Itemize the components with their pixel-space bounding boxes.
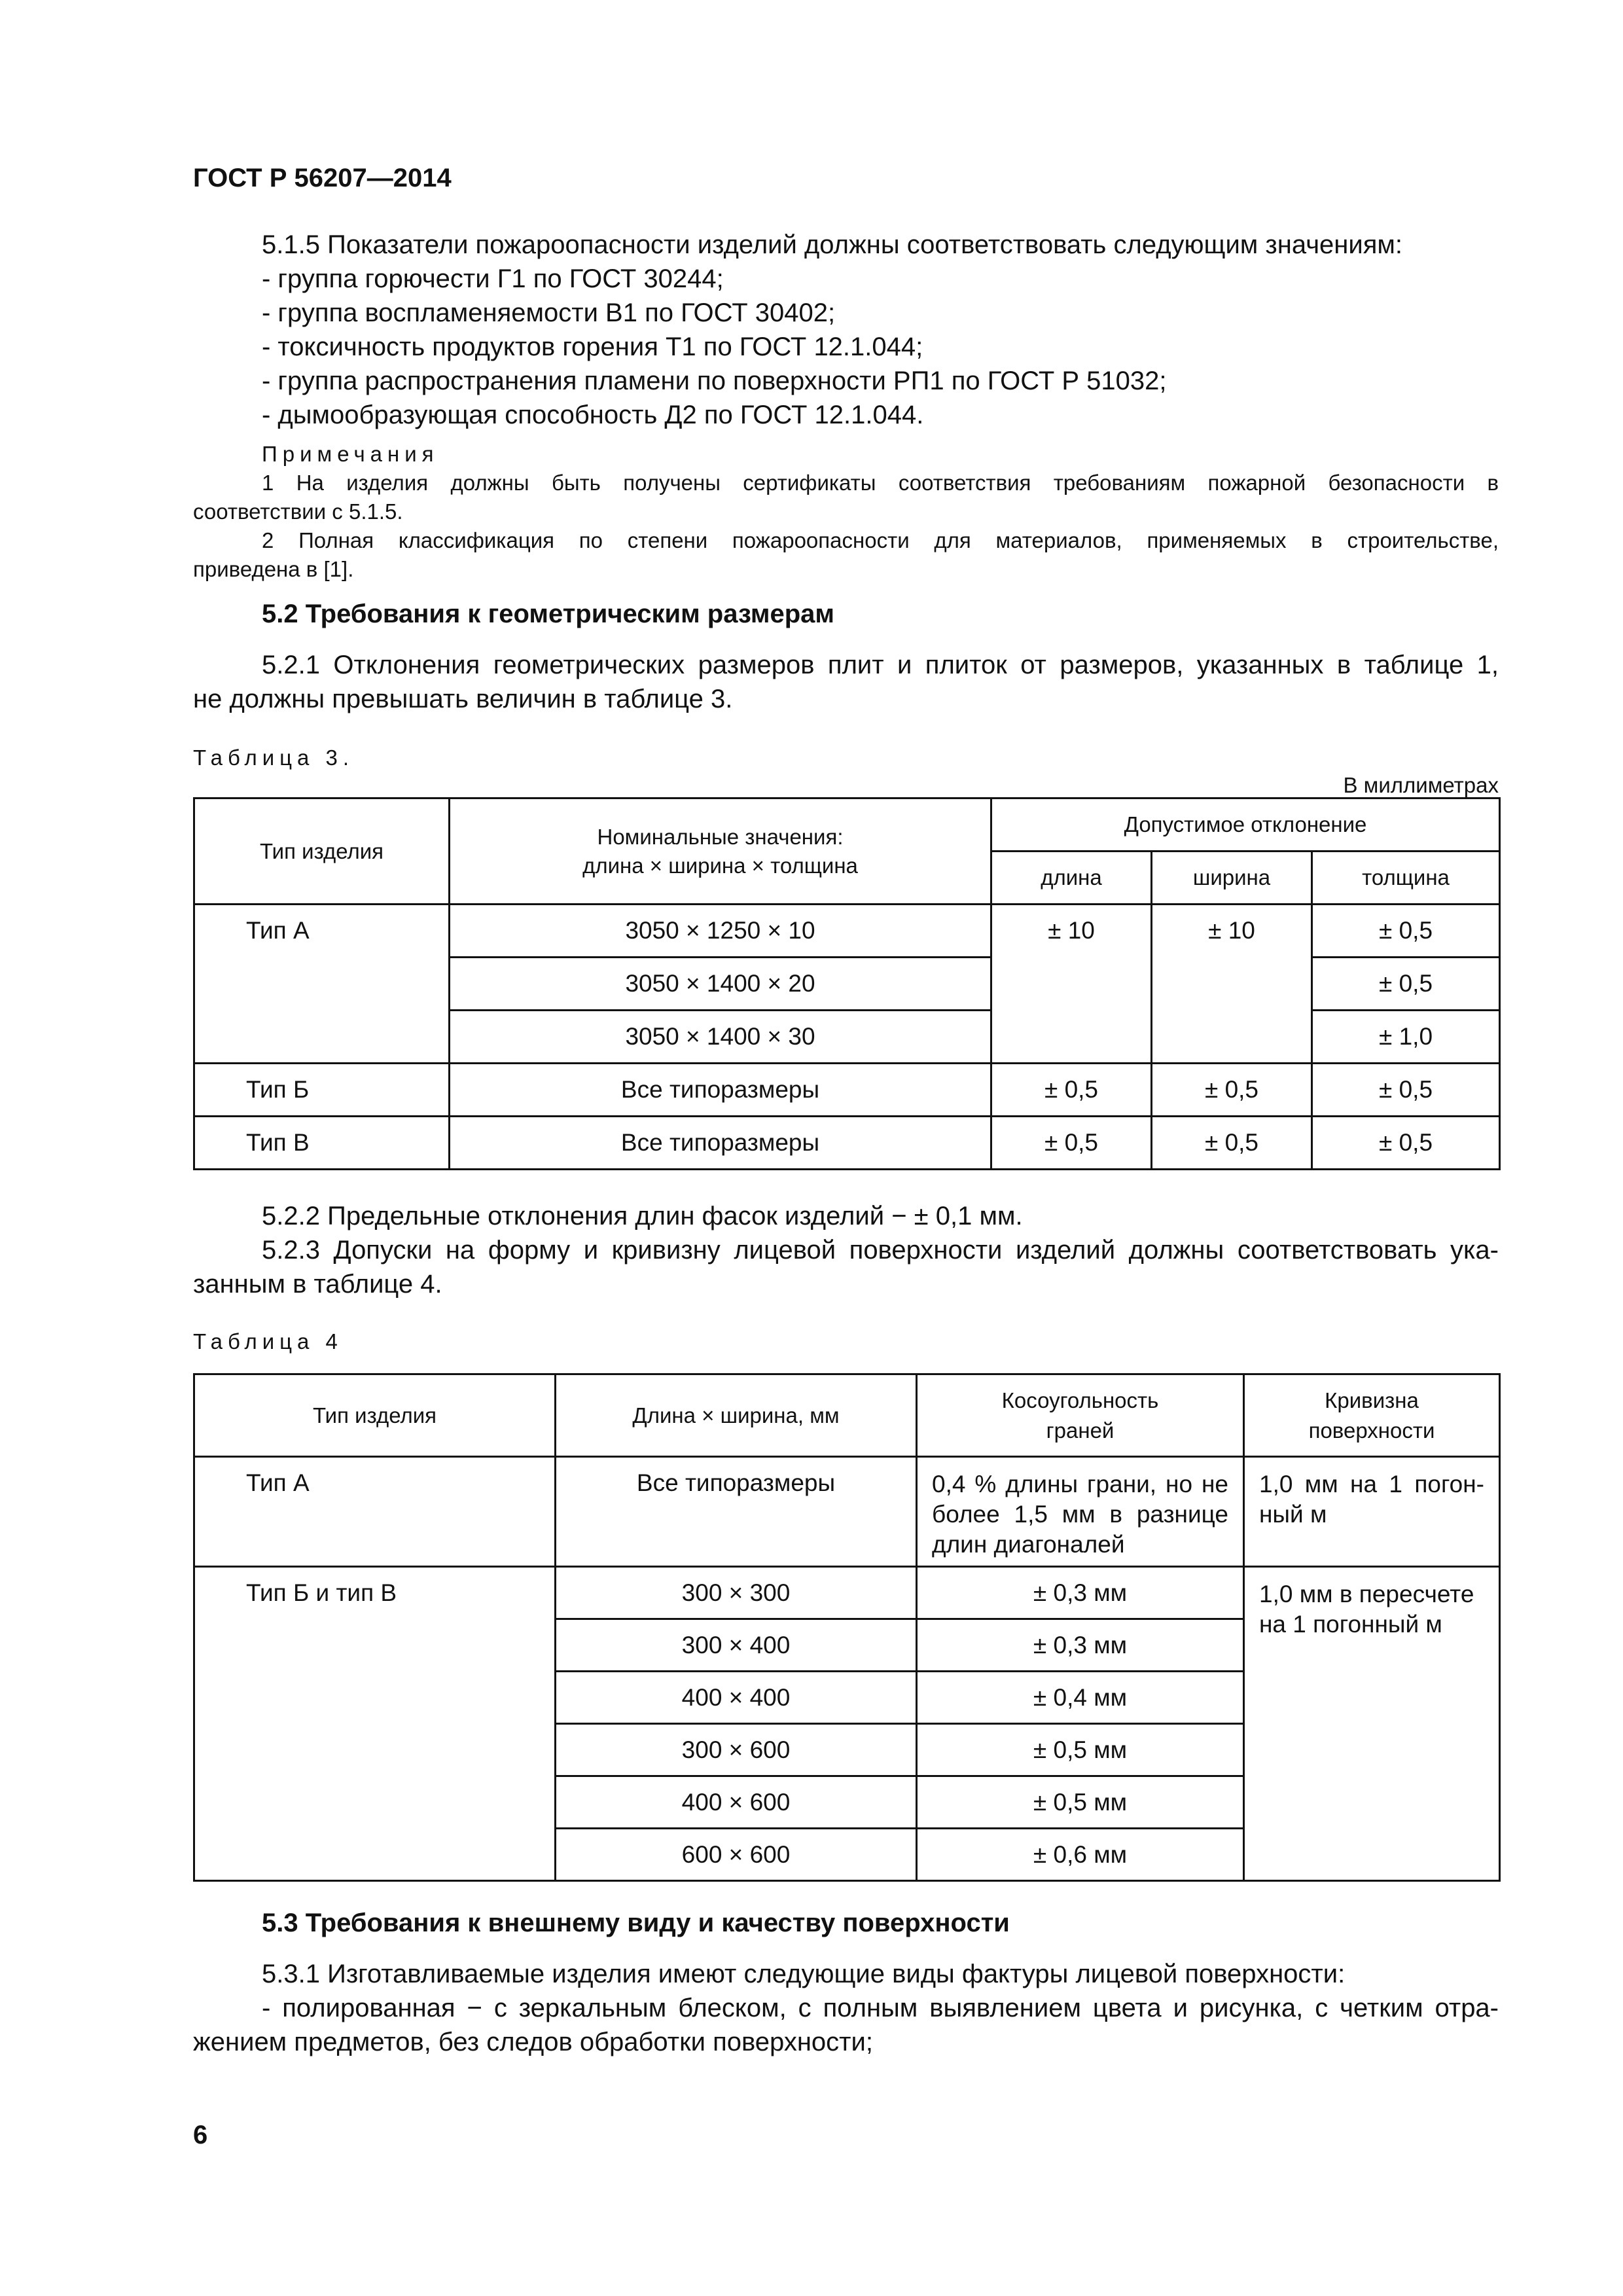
table-3-header-length: длина: [991, 852, 1152, 905]
table-cell: 1,0 мм на 1 погон-ный м: [1244, 1457, 1500, 1567]
note-2-line-1: 2 Полная классификация по степени пожароопасности для материалов, применяемых в строительстве,: [262, 528, 1499, 552]
table-cell: 300 × 400: [556, 1619, 917, 1672]
table-cell: ± 0,5: [1312, 958, 1500, 1011]
note-1-line-1: 1 На изделия должны быть получены сертификаты соответствия требованиям пожарной безопасности в: [262, 471, 1499, 495]
table-cell: ± 0,4 мм: [917, 1672, 1244, 1724]
section-5-2-heading: 5.2 Требования к геометрическим размерам: [262, 600, 834, 628]
table-3-header-deviation: Допустимое отклонение: [991, 798, 1500, 852]
header-line: граней: [1046, 1418, 1115, 1443]
table-cell: 400 × 600: [556, 1776, 917, 1829]
table-3-header-type: Тип изделия: [194, 798, 450, 905]
table-4-header-size: Длина × ширина, мм: [556, 1374, 917, 1457]
table-cell: ± 0,5: [991, 1117, 1152, 1170]
table-cell: 0,4 % длины грани, но не более 1,5 мм в разнице длин диагоналей: [917, 1457, 1244, 1567]
table-cell: 3050 × 1250 × 10: [450, 905, 991, 958]
document-header: ГОСТ Р 56207—2014: [193, 164, 452, 192]
clause-5-2-3-line-2: занным в таблице 4.: [193, 1270, 442, 1299]
table-cell: ± 0,6 мм: [917, 1829, 1244, 1881]
header-line: Номинальные значения:: [597, 824, 844, 849]
table-4-header-skew: [917, 1374, 1244, 1457]
note-2-line-2: приведена в [1].: [193, 557, 354, 581]
table-3-header-width: ширина: [1152, 852, 1312, 905]
table-3-units: В миллиметрах: [1343, 773, 1499, 797]
table-cell: ± 10: [991, 905, 1152, 1064]
list-item: - группа воспламеняемости В1 по ГОСТ 30402;: [262, 298, 836, 327]
header-line: длина × ширина × толщина: [582, 853, 858, 878]
clause-5-1-5-intro: 5.1.5 Показатели пожароопасности изделий должны соответствовать следующим значениям:: [262, 230, 1403, 259]
table-cell: Тип А: [194, 1457, 556, 1567]
table-cell: Все типоразмеры: [450, 1117, 991, 1170]
table-cell: Все типоразмеры: [556, 1457, 917, 1567]
header-line: Кривизна: [1325, 1388, 1419, 1412]
list-item: - группа горючести Г1 по ГОСТ 30244;: [262, 264, 724, 293]
table-cell: ± 0,5 мм: [917, 1776, 1244, 1829]
table-4-header-curvature: [1244, 1374, 1500, 1457]
header-line: Косоугольность: [1001, 1388, 1159, 1412]
table-cell: ± 0,5: [1312, 1117, 1500, 1170]
table-3-header-thickness: толщина: [1312, 852, 1500, 905]
table-cell: ± 0,5 мм: [917, 1724, 1244, 1776]
notes-title: Примечания: [262, 442, 439, 466]
table-cell: ± 0,5: [1312, 1064, 1500, 1117]
table-3: [193, 797, 1501, 1170]
table-4-header-type: Тип изделия: [194, 1374, 556, 1457]
clause-5-3-1-item-line-2: жением предметов, без следов обработки поверхности;: [193, 2028, 873, 2056]
table-cell: ± 1,0: [1312, 1011, 1500, 1064]
table-cell: ± 0,5: [1312, 905, 1500, 958]
table-cell: 3050 × 1400 × 20: [450, 958, 991, 1011]
list-item: - группа распространения пламени по поверхности РП1 по ГОСТ Р 51032;: [262, 367, 1167, 395]
clause-5-2-3-line-1: 5.2.3 Допуски на форму и кривизну лицевой поверхности изделий должны соответствовать ука-: [262, 1236, 1499, 1265]
table-cell: Тип А: [194, 905, 450, 1064]
table-cell: 600 × 600: [556, 1829, 917, 1881]
table-cell: Тип Б: [194, 1064, 450, 1117]
table-cell: ± 0,3 мм: [917, 1567, 1244, 1619]
clause-5-3-1: 5.3.1 Изготавливаемые изделия имеют следующие виды фактуры лицевой поверхности:: [262, 1960, 1346, 1988]
table-cell: ± 0,3 мм: [917, 1619, 1244, 1672]
table-3-caption: Таблица 3.: [193, 745, 355, 770]
section-5-3-heading: 5.3 Требования к внешнему виду и качеству поверхности: [262, 1909, 1010, 1937]
table-cell: ± 0,5: [991, 1064, 1152, 1117]
table-cell: 400 × 400: [556, 1672, 917, 1724]
table-3-header-nominal: [450, 798, 991, 905]
page-number: 6: [193, 2121, 208, 2149]
list-item: - дымообразующая способность Д2 по ГОСТ 12.1.044.: [262, 401, 924, 429]
table-cell: Тип Б и тип В: [194, 1567, 556, 1881]
header-line: поверхности: [1308, 1418, 1435, 1443]
table-4: [193, 1373, 1501, 1882]
list-item: - токсичность продуктов горения Т1 по ГОСТ 12.1.044;: [262, 332, 923, 361]
clause-5-2-1-line-1: 5.2.1 Отклонения геометрических размеров плит и плиток от размеров, указанных в таблице 1,: [262, 651, 1499, 679]
table-4-caption: Таблица 4: [193, 1329, 343, 1354]
table-cell: Тип В: [194, 1117, 450, 1170]
table-cell: Все типоразмеры: [450, 1064, 991, 1117]
table-cell: ± 0,5: [1152, 1064, 1312, 1117]
note-1-line-2: соответствии с 5.1.5.: [193, 499, 403, 524]
table-cell: 300 × 300: [556, 1567, 917, 1619]
clause-5-2-1-line-2: не должны превышать величин в таблице 3.: [193, 685, 733, 713]
table-cell: 1,0 мм в пересчете на 1 погонный м: [1244, 1567, 1500, 1881]
clause-5-3-1-item-line-1: - полированная − с зеркальным блеском, с полным выявлением цвета и рисунка, с четким отра-: [262, 1994, 1499, 2022]
table-cell: 3050 × 1400 × 30: [450, 1011, 991, 1064]
table-cell: ± 10: [1152, 905, 1312, 1064]
clause-5-2-2: 5.2.2 Предельные отклонения длин фасок изделий − ± 0,1 мм.: [262, 1202, 1023, 1230]
table-cell: 300 × 600: [556, 1724, 917, 1776]
table-cell: ± 0,5: [1152, 1117, 1312, 1170]
